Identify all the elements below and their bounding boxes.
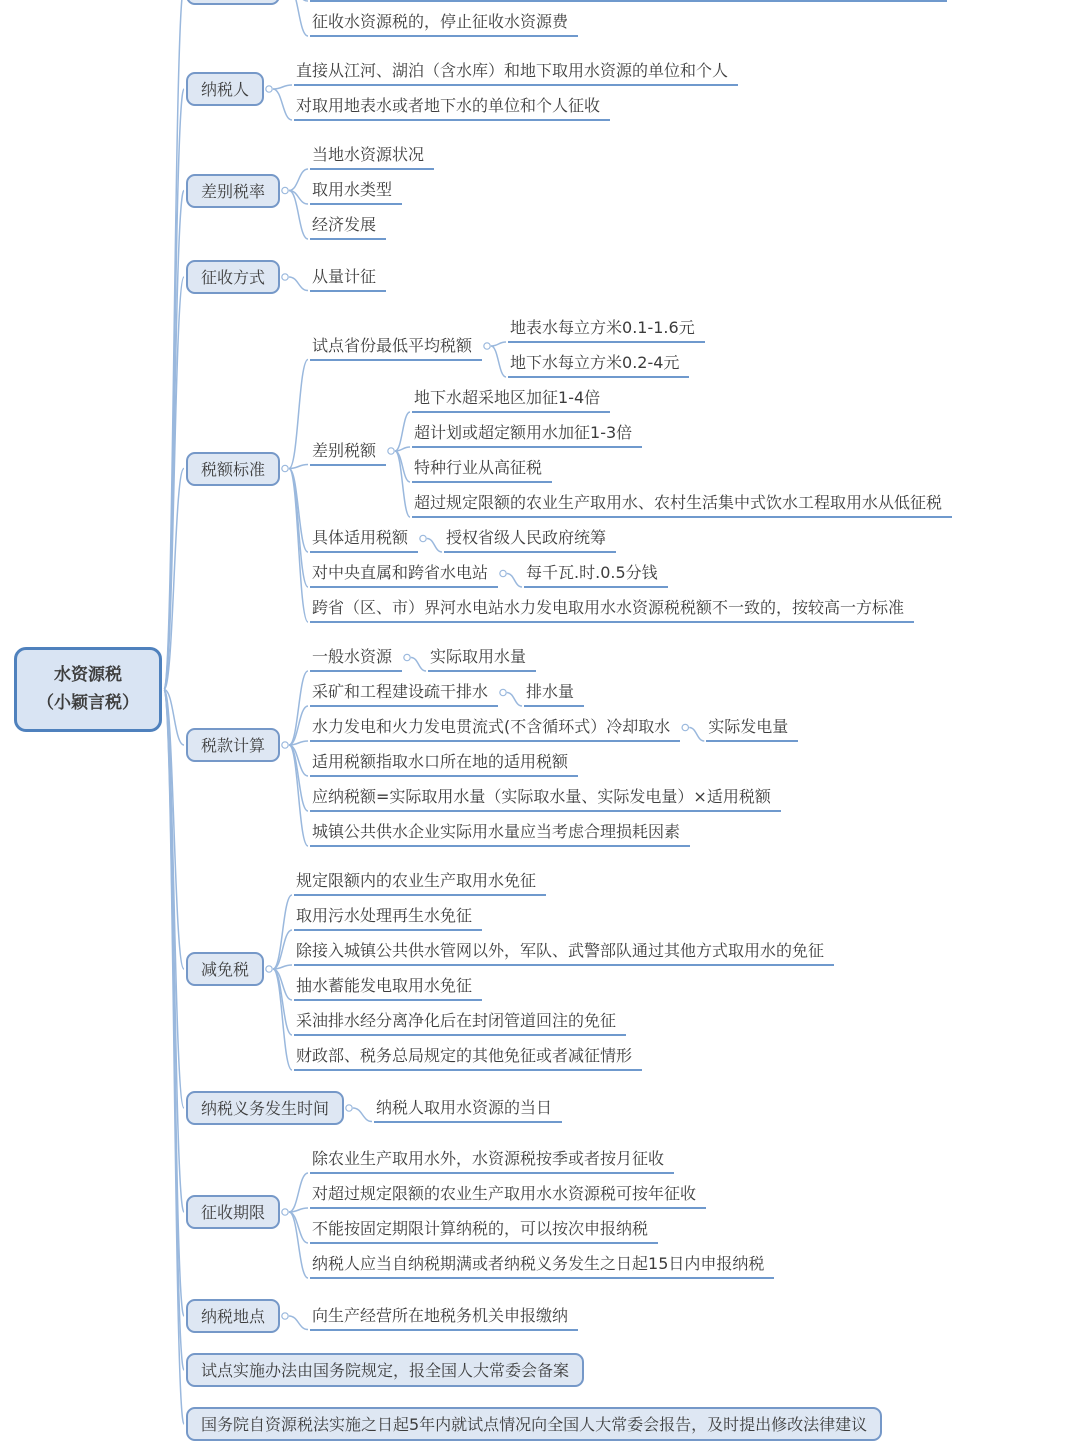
topic-text: 除接入城镇公共供水管网以外，军队、武警部队通过其他方式取用水的免征 — [294, 937, 834, 966]
topic-row — [310, 263, 386, 292]
topic-text: 具体适用税额 — [310, 524, 418, 553]
topic-text: 地下水每立方米0.2-4元 — [508, 349, 689, 378]
topic-row — [310, 559, 952, 588]
topic-text: 一般水资源 — [310, 643, 402, 672]
branch-topic: 纳税义务发生时间 — [186, 1091, 344, 1125]
topic-row — [294, 902, 834, 931]
topic-row — [428, 643, 536, 672]
topic-row — [706, 713, 798, 742]
topic-row — [294, 92, 738, 121]
topic-row — [412, 384, 952, 413]
topic-children — [310, 314, 952, 623]
topic-row — [310, 1180, 774, 1209]
topic-text: 特种行业从高征税 — [412, 454, 552, 483]
topic-text: 授权省级人民政府统筹 — [444, 524, 616, 553]
topic-children — [310, 141, 434, 240]
topic-text: 不能按固定期限计算纳税的，可以按次申报纳税 — [310, 1215, 658, 1244]
topic-row — [310, 1215, 774, 1244]
branch-row — [186, 141, 952, 240]
topic-text: 当地水资源状况 — [310, 141, 434, 170]
topic-row — [310, 678, 798, 707]
topic-row — [294, 937, 834, 966]
topic-row — [310, 783, 798, 812]
topic-text: 超过规定限额的农业生产取用水、农村生活集中式饮水工程取用水从低征税 — [412, 489, 952, 518]
topic-row — [310, 818, 798, 847]
topic-row — [508, 314, 705, 343]
topic-row — [294, 867, 834, 896]
topic-row — [310, 643, 798, 672]
branch-topic: 减免税 — [186, 952, 264, 986]
branch-topic: 国务院自资源税法实施之日起5年内就试点情况向全国人大常委会报告，及时提出修改法律建议 — [186, 1407, 882, 1441]
topic-text: 适用税额指取水口所在地的适用税额 — [310, 748, 578, 777]
topic-text: 从量计征 — [310, 263, 386, 292]
branch-topic: 差别税率 — [186, 174, 280, 208]
topic-children — [524, 678, 584, 707]
branch-row — [186, 0, 952, 37]
branch-topic — [186, 0, 280, 5]
topic-row — [310, 176, 434, 205]
topic-text: 试点省份最低平均税额 — [310, 332, 482, 361]
topic-row — [524, 559, 668, 588]
branch-row — [186, 643, 952, 847]
topic-text: 应纳税额=实际取用水量（实际取水量、实际发电量）×适用税额 — [310, 783, 781, 812]
topic-row — [310, 384, 952, 518]
topic-text — [310, 0, 947, 2]
topic-text: 纳税人取用水资源的当日 — [374, 1094, 562, 1123]
topic-text: 除农业生产取用水外，水资源税按季或者按月征收 — [310, 1145, 674, 1174]
topic-children — [428, 643, 536, 672]
topic-text: 地下水超采地区加征1-4倍 — [412, 384, 610, 413]
topic-text: 向生产经营所在地税务机关申报缴纳 — [310, 1302, 578, 1331]
topic-text: 采矿和工程建设疏干排水 — [310, 678, 498, 707]
topic-text: 取用水类型 — [310, 176, 402, 205]
topic-row — [310, 594, 952, 623]
topic-row — [310, 314, 952, 378]
topic-row — [294, 1042, 834, 1071]
topic-text: 超计划或超定额用水加征1-3倍 — [412, 419, 642, 448]
topic-row — [310, 0, 947, 2]
topic-row — [310, 141, 434, 170]
topic-text: 地表水每立方米0.1-1.6元 — [508, 314, 705, 343]
topic-row — [508, 349, 705, 378]
root-topic — [14, 647, 162, 731]
topic-row — [412, 454, 952, 483]
branch-row — [186, 1145, 952, 1279]
branch-row — [186, 260, 952, 294]
branch-topic: 税款计算 — [186, 728, 280, 762]
topic-text: 水力发电和火力发电贯流式(不含循环式）冷却取水 — [310, 713, 680, 742]
topic-children — [294, 57, 738, 121]
topic-text: 对中央直属和跨省水电站 — [310, 559, 498, 588]
topic-row — [412, 489, 952, 518]
topic-children — [310, 1302, 578, 1331]
topic-row — [374, 1094, 562, 1123]
topic-row — [310, 748, 798, 777]
topic-text: 直接从江河、湖泊（含水库）和地下取用水资源的单位和个人 — [294, 57, 738, 86]
branch-list — [186, 0, 952, 1441]
topic-children — [524, 559, 668, 588]
branch-row — [186, 1353, 952, 1387]
topic-row — [294, 972, 834, 1001]
topic-text: 排水量 — [524, 678, 584, 707]
topic-row — [310, 524, 952, 553]
topic-text: 对超过规定限额的农业生产取用水水资源税可按年征收 — [310, 1180, 706, 1209]
topic-children — [508, 314, 705, 378]
topic-row — [310, 1302, 578, 1331]
branch-row — [186, 1407, 952, 1441]
topic-text: 财政部、税务总局规定的其他免征或者减征情形 — [294, 1042, 642, 1071]
topic-row — [310, 713, 798, 742]
topic-row — [294, 57, 738, 86]
topic-row — [294, 1007, 834, 1036]
topic-text: 经济发展 — [310, 211, 386, 240]
topic-row — [310, 1250, 774, 1279]
branch-row — [186, 1299, 952, 1333]
topic-children — [706, 713, 798, 742]
topic-row — [524, 678, 584, 707]
topic-children — [294, 867, 834, 1071]
topic-children — [310, 643, 798, 847]
branch-topic: 纳税人 — [186, 72, 264, 106]
branch-topic: 纳税地点 — [186, 1299, 280, 1333]
branch-topic: 试点实施办法由国务院规定，报全国人大常委会备案 — [186, 1353, 584, 1387]
topic-text: 取用污水处理再生水免征 — [294, 902, 482, 931]
topic-children — [310, 0, 947, 37]
topic-text: 每千瓦.时.0.5分钱 — [524, 559, 668, 588]
mindmap-tree — [14, 4, 952, 1434]
topic-children — [310, 263, 386, 292]
root-topic-line2: （小颖言税） — [37, 692, 139, 713]
branch-row — [186, 57, 952, 121]
topic-children — [412, 384, 952, 518]
topic-row — [310, 8, 947, 37]
topic-row — [412, 419, 952, 448]
topic-row — [310, 211, 434, 240]
topic-text: 实际发电量 — [706, 713, 798, 742]
topic-text: 城镇公共供水企业实际用水量应当考虑合理损耗因素 — [310, 818, 690, 847]
topic-row — [444, 524, 616, 553]
topic-children — [444, 524, 616, 553]
topic-text: 抽水蓄能发电取用水免征 — [294, 972, 482, 1001]
topic-row — [310, 1145, 774, 1174]
branch-row — [186, 1091, 952, 1125]
branch-topic: 税额标准 — [186, 452, 280, 486]
topic-children — [310, 1145, 774, 1279]
topic-text: 实际取用水量 — [428, 643, 536, 672]
topic-text: 规定限额内的农业生产取用水免征 — [294, 867, 546, 896]
topic-text: 纳税人应当自纳税期满或者纳税义务发生之日起15日内申报纳税 — [310, 1250, 774, 1279]
topic-text: 征收水资源税的，停止征收水资源费 — [310, 8, 578, 37]
topic-children — [374, 1094, 562, 1123]
branch-row — [186, 867, 952, 1071]
branch-topic: 征收方式 — [186, 260, 280, 294]
topic-text: 采油排水经分离净化后在封闭管道回注的免征 — [294, 1007, 626, 1036]
branch-row — [186, 314, 952, 623]
topic-text: 跨省（区、市）界河水电站水力发电取用水水资源税税额不一致的，按较高一方标准 — [310, 594, 914, 623]
root-topic-line1: 水资源税 — [54, 665, 122, 686]
branch-topic: 征收期限 — [186, 1195, 280, 1229]
topic-text: 对取用地表水或者地下水的单位和个人征收 — [294, 92, 610, 121]
topic-text: 差别税额 — [310, 437, 386, 466]
